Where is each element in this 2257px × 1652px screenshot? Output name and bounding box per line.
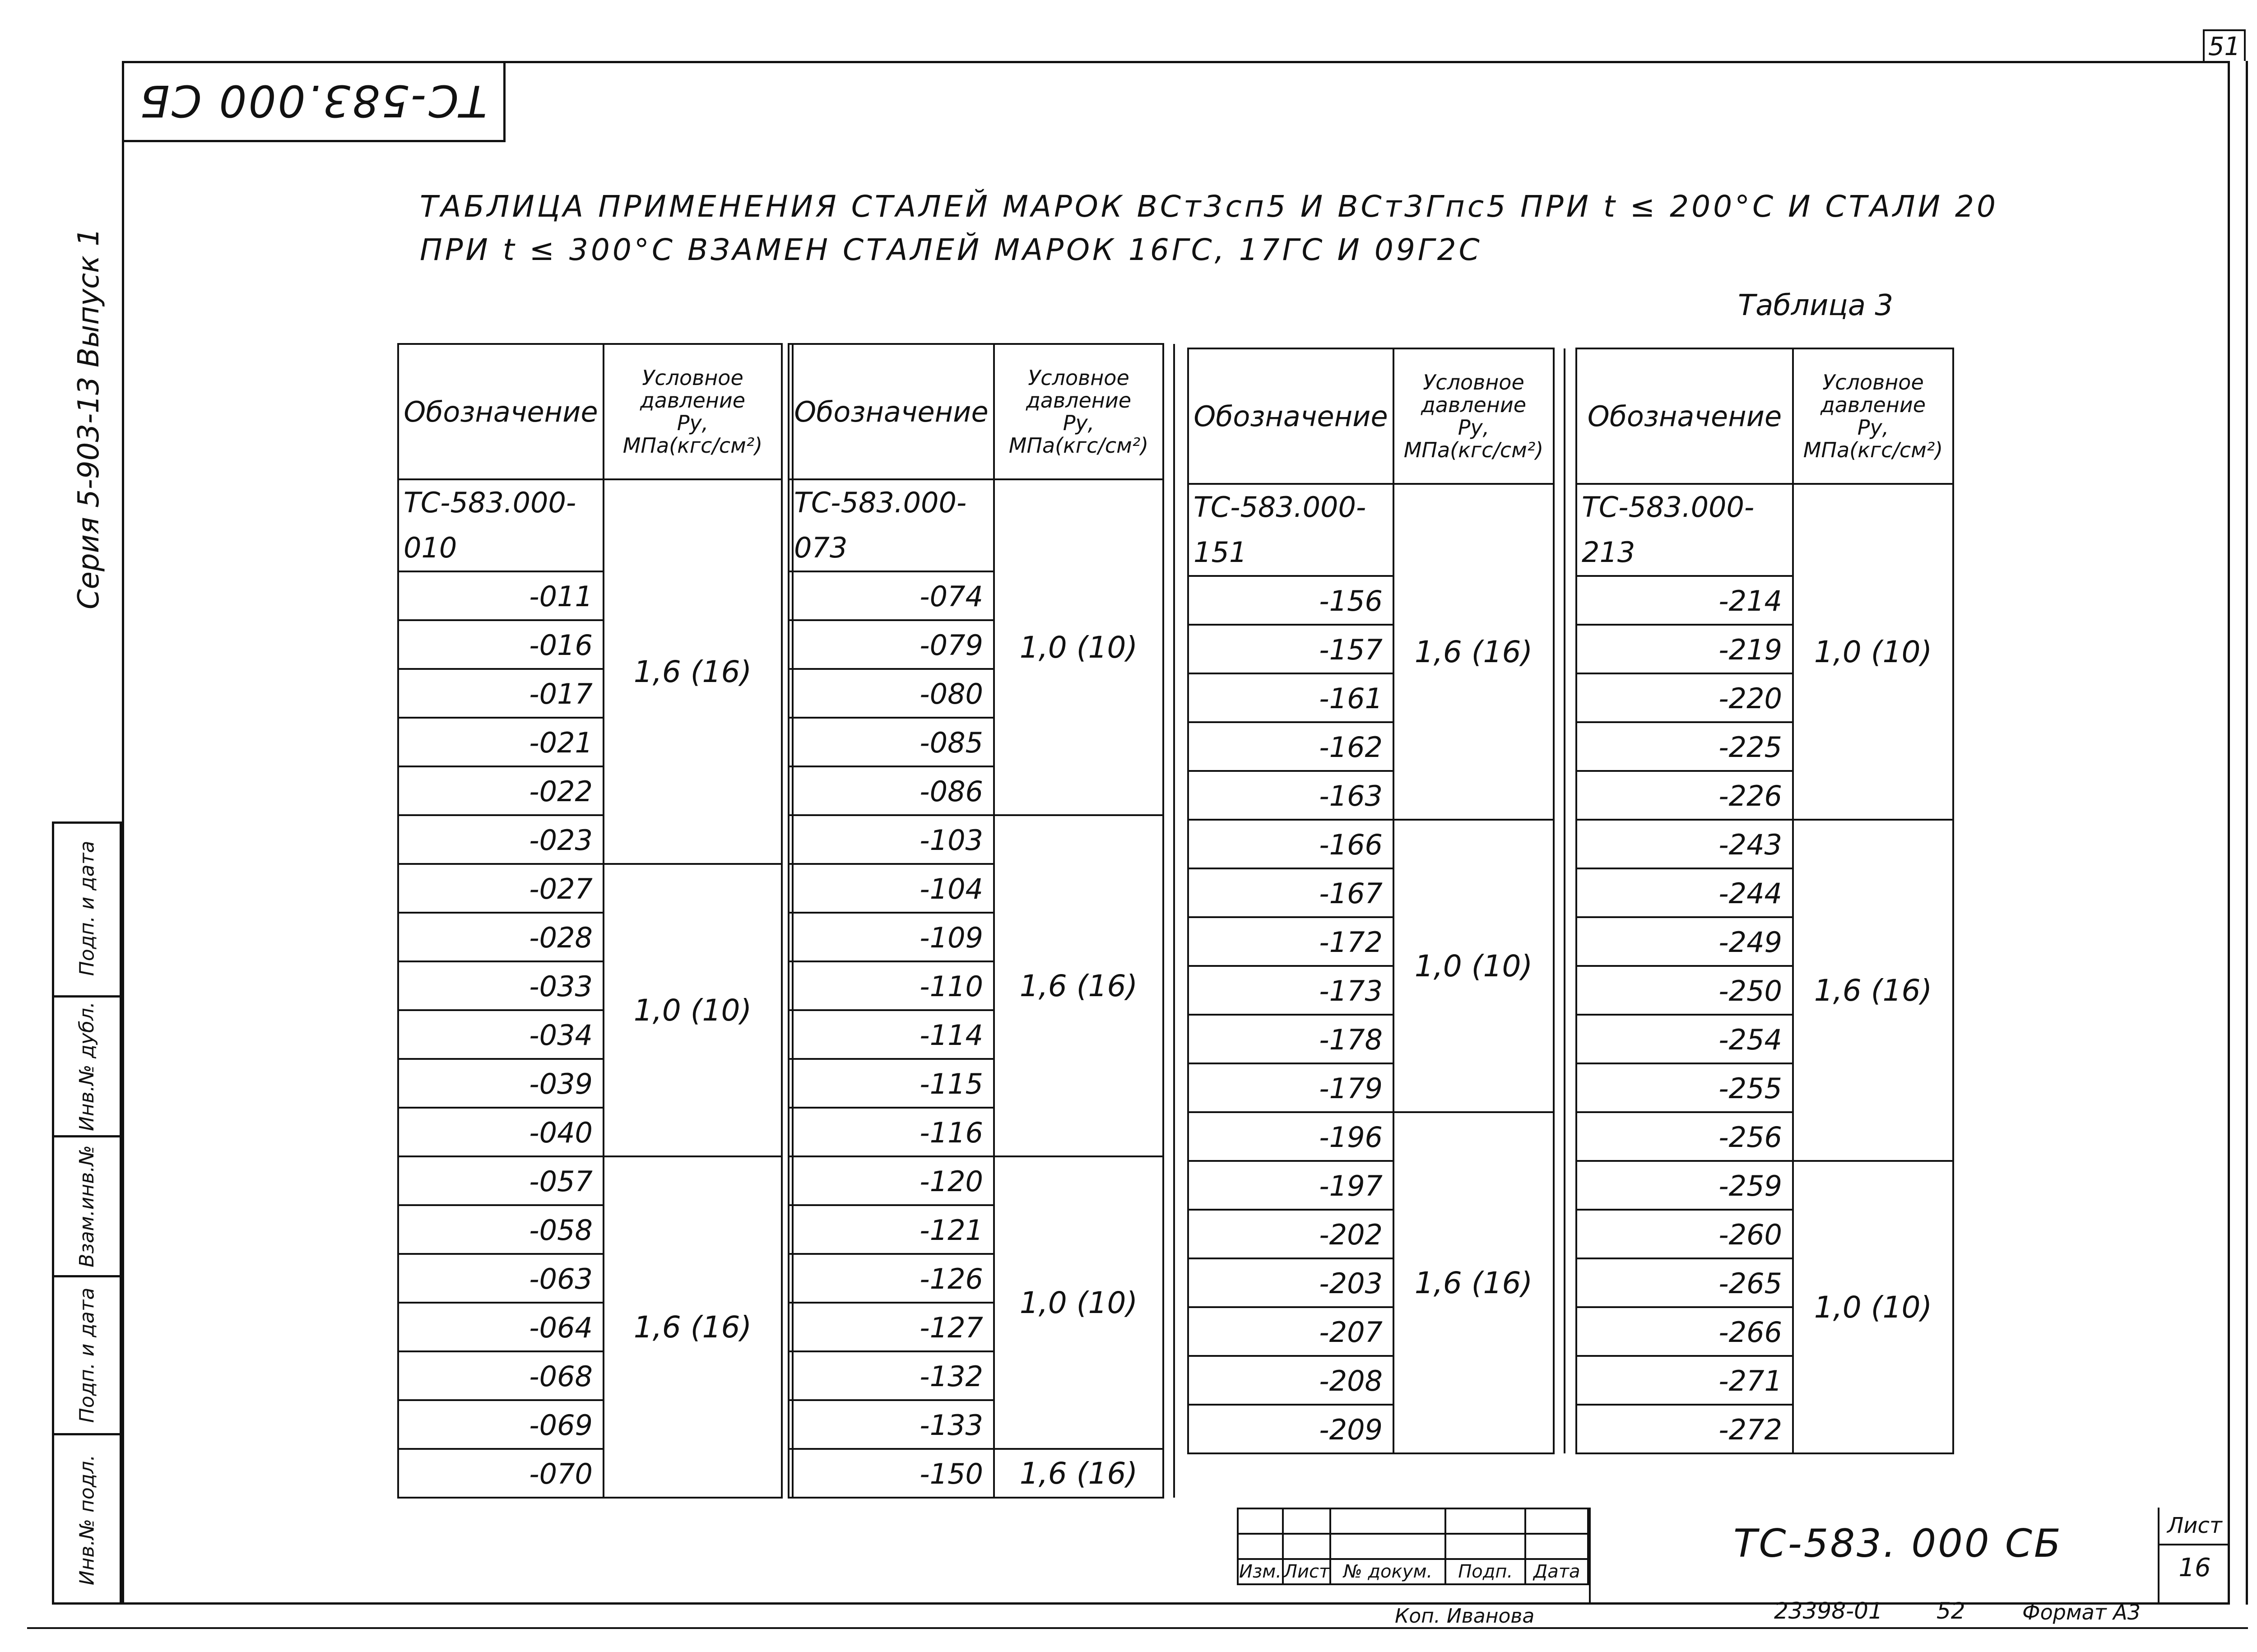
series-label: Серия 5-903-13 Выпуск 1 [72, 227, 106, 609]
designation-cell: -202 [1188, 1210, 1393, 1258]
sheet-label: Лист [2159, 1508, 2230, 1545]
header-pressure-line: давление [640, 388, 746, 413]
designation-cell: -121 [789, 1205, 994, 1254]
designation-cell: -115 [789, 1059, 994, 1108]
designation-cell: -063 [398, 1254, 604, 1303]
designation-cell: -086 [789, 766, 994, 815]
pressure-cell: 1,6 (16) [1393, 484, 1554, 820]
designation-cell: ТС-583.000-151 [1188, 484, 1393, 576]
table-row [398, 864, 793, 913]
designation-cell: -256 [1576, 1112, 1793, 1161]
designation-cell: -064 [398, 1303, 604, 1351]
designation-cell: -208 [1188, 1356, 1393, 1405]
designation-cell: -126 [789, 1254, 994, 1303]
designation-cell: -250 [1576, 966, 1793, 1015]
designation-cell: -040 [398, 1108, 604, 1156]
side-stamp-cell [52, 1435, 122, 1605]
sheet-corner-number: 51 [2203, 29, 2246, 61]
pressure-cell: 1,6 (16) [1393, 1112, 1554, 1453]
designation-cell: -011 [398, 571, 604, 620]
designation-cell: -272 [1576, 1405, 1793, 1453]
header-pressure-line: Условное [642, 366, 743, 390]
side-stamp-label: Инв.№ подл. [75, 1454, 99, 1586]
table-group-3 [1187, 348, 1565, 1454]
group-separator [1554, 348, 1565, 1453]
pressure-cell: 1,0 (10) [994, 479, 1163, 815]
designation-cell: -266 [1576, 1307, 1793, 1356]
table-number: Таблица 3 [1738, 289, 1894, 322]
pressure-cell: 1,6 (16) [1793, 820, 1953, 1161]
table-title [420, 185, 2180, 272]
table-row [1576, 1161, 1953, 1210]
revision-header: Подп. [1445, 1559, 1525, 1584]
table-row [1188, 1112, 1565, 1161]
designation-cell: -070 [398, 1449, 604, 1498]
designation-cell: -132 [789, 1351, 994, 1400]
designation-cell: -023 [398, 815, 604, 864]
designation-cell: -173 [1188, 966, 1393, 1015]
revision-table [1237, 1508, 1589, 1585]
designation-cell: -133 [789, 1400, 994, 1449]
designation-cell: -254 [1576, 1015, 1793, 1063]
table-row [789, 479, 1174, 571]
designation-table [1575, 348, 1954, 1454]
header-pressure-line: Условное [1423, 370, 1524, 394]
header-pressure-line: МПа(кгс/см²) [1403, 438, 1544, 462]
header-pressure-line: МПа(кгс/см²) [1008, 433, 1149, 458]
revision-header: № докум. [1330, 1559, 1445, 1584]
pressure-cell: 1,0 (10) [994, 1156, 1163, 1449]
table-group-2 [788, 343, 1175, 1499]
designation-cell: -069 [398, 1400, 604, 1449]
designation-cell: -034 [398, 1010, 604, 1059]
table-row [789, 1156, 1174, 1205]
designation-cell: -209 [1188, 1405, 1393, 1453]
designation-cell: ТС-583.000-073 [789, 479, 994, 571]
header-pressure-line: МПа(кгс/см²) [1803, 438, 1943, 462]
designation-cell: -017 [398, 669, 604, 718]
revision-header: Изм. [1238, 1559, 1283, 1584]
header-designation: Обозначение [398, 344, 604, 479]
designation-cell: -197 [1188, 1161, 1393, 1210]
designation-cell: -220 [1576, 673, 1793, 722]
designation-cell: -120 [789, 1156, 994, 1205]
side-stamp-cell [52, 998, 122, 1137]
designation-cell: -163 [1188, 771, 1393, 820]
pressure-cell: 1,0 (10) [1793, 1161, 1953, 1453]
table-group-1 [397, 343, 794, 1499]
designation-cell: -243 [1576, 820, 1793, 868]
header-pressure [604, 344, 782, 479]
title-block-divider [1589, 1508, 1591, 1605]
designation-cell: ТС-583.000-213 [1576, 484, 1793, 576]
group-separator [1163, 344, 1174, 1498]
title-block [1237, 1508, 2230, 1605]
designation-cell: -259 [1576, 1161, 1793, 1210]
designation-cell: -110 [789, 961, 994, 1010]
table-row [789, 1449, 1174, 1498]
header-pressure-line: давление [1026, 388, 1132, 413]
designation-table [397, 343, 794, 1499]
designation-cell: -203 [1188, 1258, 1393, 1307]
header-pressure-line: Ру, [1458, 415, 1490, 440]
designation-cell: -179 [1188, 1063, 1393, 1112]
designation-cell: -260 [1576, 1210, 1793, 1258]
designation-cell: -021 [398, 718, 604, 766]
designation-cell: -150 [789, 1449, 994, 1498]
designation-cell: -116 [789, 1108, 994, 1156]
designation-cell: -068 [398, 1351, 604, 1400]
designation-table [1187, 348, 1565, 1454]
top-stamp-box [122, 61, 506, 142]
designation-cell: -196 [1188, 1112, 1393, 1161]
table-row [398, 1156, 793, 1205]
side-stamp-cell [52, 821, 122, 998]
designation-cell: -104 [789, 864, 994, 913]
side-stamp-label: Инв.№ дубл. [75, 1001, 98, 1132]
designation-cell: -166 [1188, 820, 1393, 868]
designation-cell: -074 [789, 571, 994, 620]
header-pressure [1393, 348, 1554, 484]
order-number: 23398-01 [1774, 1598, 1883, 1624]
designation-cell: -109 [789, 913, 994, 961]
designation-cell: -161 [1188, 673, 1393, 722]
header-pressure-line: Условное [1028, 366, 1129, 390]
designation-cell: -249 [1576, 917, 1793, 966]
pressure-cell: 1,0 (10) [604, 864, 782, 1156]
table-row [398, 479, 793, 571]
top-stamp-text: ТС-583.000 СБ [138, 75, 487, 126]
designation-cell: -207 [1188, 1307, 1393, 1356]
designation-cell: -162 [1188, 722, 1393, 771]
table-row [1188, 820, 1565, 868]
side-stamp-label: Подп. и дата [75, 840, 99, 976]
designation-cell: -255 [1576, 1063, 1793, 1112]
document-designation: ТС-583. 000 СБ [1733, 1521, 2062, 1566]
designation-cell: -058 [398, 1205, 604, 1254]
header-pressure-line: Ру, [1063, 411, 1095, 435]
side-stamp-cell [52, 1137, 122, 1277]
designation-cell: -022 [398, 766, 604, 815]
pressure-cell: 1,6 (16) [994, 1449, 1163, 1498]
designation-cell: -028 [398, 913, 604, 961]
header-pressure-line: Условное [1822, 370, 1924, 394]
designation-cell: -219 [1576, 625, 1793, 673]
designation-cell: -271 [1576, 1356, 1793, 1405]
sheet-cell [2158, 1508, 2230, 1605]
designation-cell: -080 [789, 669, 994, 718]
header-pressure-line: МПа(кгс/см²) [622, 433, 763, 458]
designation-cell: -027 [398, 864, 604, 913]
designation-cell: -167 [1188, 868, 1393, 917]
side-stamp-label: Подп. и дата [75, 1287, 99, 1423]
header-pressure [994, 344, 1163, 479]
side-stamp-cell [52, 1277, 122, 1435]
designation-cell: ТС-583.000-010 [398, 479, 604, 571]
designation-cell: -226 [1576, 771, 1793, 820]
pressure-cell: 1,6 (16) [994, 815, 1163, 1156]
header-pressure-line: давление [1820, 393, 1926, 417]
revision-header: Лист [1283, 1559, 1330, 1584]
designation-cell: -127 [789, 1303, 994, 1351]
designation-cell: -225 [1576, 722, 1793, 771]
designation-table [788, 343, 1175, 1499]
header-pressure [1793, 348, 1953, 484]
revision-header: Дата [1525, 1559, 1588, 1584]
designation-cell: -085 [789, 718, 994, 766]
pressure-cell: 1,6 (16) [604, 479, 782, 864]
header-designation: Обозначение [1576, 348, 1793, 484]
header-pressure-line: Ру, [677, 411, 709, 435]
header-pressure-line: Ру, [1857, 415, 1889, 440]
designation-cell: -214 [1576, 576, 1793, 625]
designation-cell: -033 [398, 961, 604, 1010]
header-pressure-line: давление [1421, 393, 1527, 417]
table-group-4 [1575, 348, 1954, 1454]
designation-cell: -265 [1576, 1258, 1793, 1307]
designation-cell: -156 [1188, 576, 1393, 625]
table-row [1188, 484, 1565, 576]
frame-right-edge [2246, 61, 2248, 1605]
designation-cell: -172 [1188, 917, 1393, 966]
table-row [789, 815, 1174, 864]
designation-cell: -178 [1188, 1015, 1393, 1063]
designation-cell: -157 [1188, 625, 1393, 673]
designation-cell: -016 [398, 620, 604, 669]
title-line-2: ПРИ t ≤ 300°С ВЗАМЕН СТАЛЕЙ МАРОК 16ГС, 17ГС И 09Г2С [420, 232, 1482, 267]
designation-cell: -079 [789, 620, 994, 669]
frame-bottom-line [27, 1627, 2248, 1629]
sheet-number: 16 [2178, 1553, 2211, 1582]
page-number: 52 [1937, 1598, 1965, 1624]
designation-cell: -103 [789, 815, 994, 864]
header-designation: Обозначение [1188, 348, 1393, 484]
pressure-cell: 1,0 (10) [1393, 820, 1554, 1112]
designation-cell: -057 [398, 1156, 604, 1205]
designation-cell: -114 [789, 1010, 994, 1059]
copied-by: Коп. Иванова [1395, 1605, 1535, 1628]
pressure-cell: 1,6 (16) [604, 1156, 782, 1498]
format-label: Формат А3 [2022, 1600, 2141, 1624]
pressure-cell: 1,0 (10) [1793, 484, 1953, 820]
designation-cell: -244 [1576, 868, 1793, 917]
side-stamp-label: Взам.инв.№ [75, 1145, 98, 1267]
title-line-1: ТАБЛИЦА ПРИМЕНЕНИЯ СТАЛЕЙ МАРОК ВСт3сп5 И ВСт3Гпс5 ПРИ t ≤ 200°С И СТАЛИ 20 [420, 189, 1998, 224]
table-row [1576, 484, 1953, 576]
header-designation: Обозначение [789, 344, 994, 479]
designation-cell: -039 [398, 1059, 604, 1108]
table-row [1576, 820, 1953, 868]
